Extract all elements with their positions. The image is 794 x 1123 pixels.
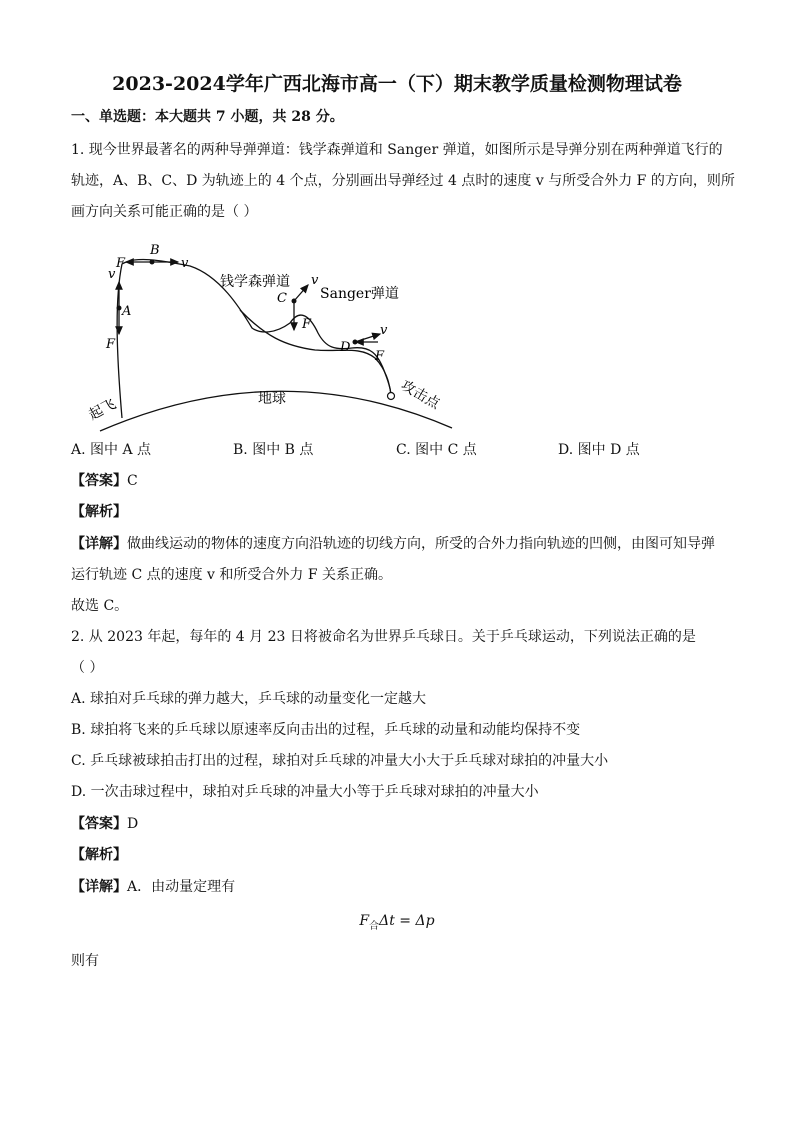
q2-stem-line2: （ ） (71, 660, 104, 676)
label-d: D (340, 340, 351, 355)
momentum-formula (0, 913, 794, 932)
q2-answer-tag: 【答案】 (71, 816, 127, 832)
q2-option-c: C. 乒乓球被球拍击打出的过程，球拍对乒乓球的冲量大小大于乒乓球对球拍的冲量大小 (71, 753, 609, 769)
trajectory-figure (80, 238, 460, 433)
label-f-a: F (106, 337, 116, 352)
formula-rest: Δt = Δp (379, 913, 435, 929)
formula-sub: 合 (369, 920, 380, 932)
q1-detail-text1: 做曲线运动的物体的速度方向沿轨迹的切线方向，所受的合外力指向轨迹的凹侧，由图可知导弹 (127, 536, 715, 552)
q2-detail-text1: A．由动量定理有 (127, 879, 236, 895)
q1-answer-value: C (127, 473, 138, 489)
section-heading: 一、单选题：本大题共 7 小题，共 28 分。 (71, 109, 344, 125)
q2-then: 则有 (71, 953, 99, 969)
label-earth: 地球 (258, 391, 286, 407)
q1-stem-line2: 轨迹，A、B、C、D 为轨迹上的 4 个点，分别画出导弹经过 4 点时的速度 v 与所受合外力 F 的方向，则所 (71, 173, 735, 189)
q1-analysis-tag: 【解析】 (71, 504, 127, 520)
q1-detail-tag: 【详解】 (71, 536, 127, 552)
label-qian: 钱学森弹道 (220, 274, 290, 290)
q2-answer-value: D (127, 816, 139, 832)
label-f-b: F (116, 256, 126, 271)
q2-analysis-tag: 【解析】 (71, 847, 127, 863)
page-title: 2023-2024学年广西北海市高一（下）期末教学质量检测物理试卷 (112, 73, 682, 95)
label-f-c: F (302, 317, 312, 332)
label-start: 起飞 (86, 396, 119, 424)
label-target: 攻击点 (398, 377, 443, 413)
label-sanger: Sanger弹道 (320, 286, 399, 302)
q1-answer-tag: 【答案】 (71, 473, 127, 489)
q2-answer (71, 815, 138, 833)
q1-stem-line1: 1. 现今世界最著名的两种导弹弹道：钱学森弹道和 Sanger 弹道，如图所示是导弹分别在两种弹道飞行的 (71, 142, 723, 158)
q2-option-b: B. 球拍将飞来的乒乓球以原速率反向击出的过程，乒乓球的动量和动能均保持不变 (71, 722, 581, 738)
q1-detail-line2: 运行轨迹 C 点的速度 v 和所受合外力 F 关系正确。 (71, 567, 393, 583)
label-v-d: v (380, 323, 388, 338)
label-v-b: v (181, 256, 189, 271)
q2-option-a: A. 球拍对乒乓球的弹力越大，乒乓球的动量变化一定越大 (71, 691, 427, 707)
q1-option-a: A. 图中 A 点 (71, 442, 152, 458)
q2-stem-line1: 2. 从 2023 年起，每年的 4 月 23 日将被命名为世界乒乓球日。关于乒乓球运动，下列说法正确的是 (71, 629, 696, 645)
label-a: A (122, 304, 132, 319)
q1-answer (71, 472, 138, 490)
q1-option-b: B. 图中 B 点 (233, 442, 314, 458)
formula-f: F (359, 913, 370, 929)
q1-stem-line3: 画方向关系可能正确的是（ ） (71, 204, 258, 220)
q2-detail-tag: 【详解】 (71, 879, 127, 895)
label-v-c: v (311, 273, 319, 288)
label-c: C (277, 291, 287, 306)
q1-conclusion: 故选 C。 (71, 598, 129, 614)
q2-detail-line1 (71, 878, 235, 896)
sanger-trajectory (240, 310, 391, 396)
q1-option-c: C. 图中 C 点 (396, 442, 477, 458)
label-b: B (150, 243, 160, 258)
impact-point (388, 393, 395, 400)
q1-option-d: D. 图中 D 点 (558, 442, 640, 458)
label-v-a: v (108, 267, 116, 282)
label-f-d: F (375, 349, 385, 364)
q1-detail-line1 (71, 535, 715, 553)
q2-option-d: D. 一次击球过程中，球拍对乒乓球的冲量大小等于乒乓球对球拍的冲量大小 (71, 784, 539, 800)
